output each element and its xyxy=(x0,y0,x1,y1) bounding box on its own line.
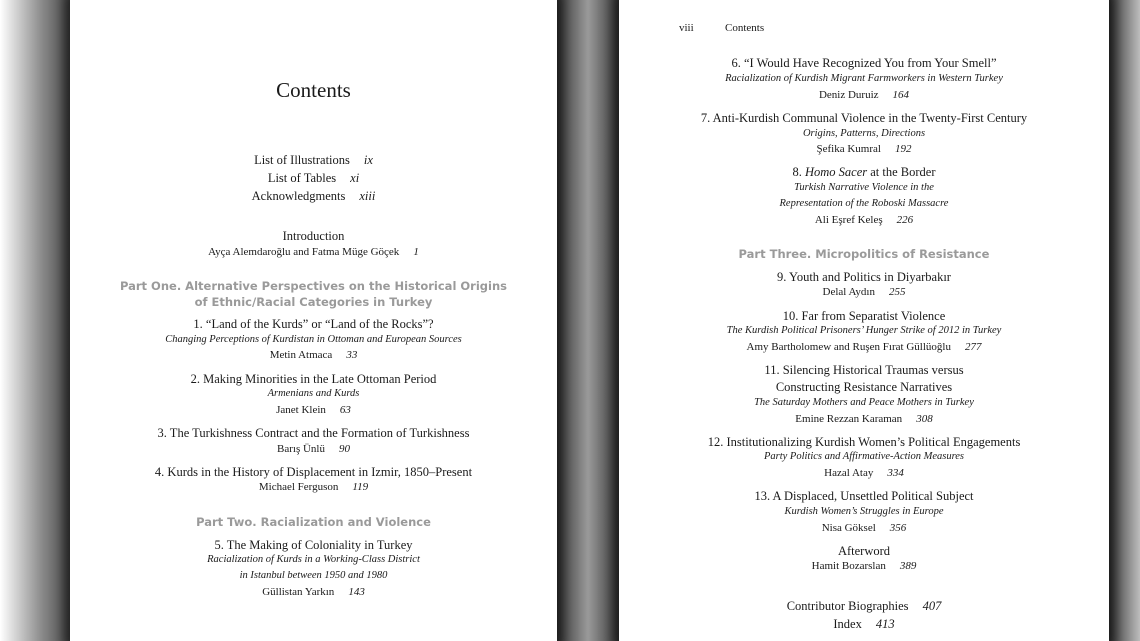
chapter-5-subtitle: Racialization of Kurds in a Working-Class District xyxy=(207,554,420,565)
toc-entry-introduction[interactable]: Introduction xyxy=(282,229,345,243)
chapter-2-author: Janet Klein 63 xyxy=(276,404,351,416)
right-page xyxy=(619,0,1109,641)
chapter-6-subtitle: Racialization of Kurdish Migrant Farmworkers in Western Turkey xyxy=(725,73,1003,84)
chapter-3-author: Barış Ünlü 90 xyxy=(277,443,350,455)
chapter-1-subtitle: Changing Perceptions of Kurdistan in Ottoman and European Sources xyxy=(165,334,462,345)
toc-entry-acknowledgments[interactable]: Acknowledgments xiii xyxy=(251,189,376,203)
toc-entry-chapter-5[interactable]: 5. The Making of Coloniality in Turkey xyxy=(214,538,413,552)
toc-entry-index[interactable]: Index 413 xyxy=(833,617,895,631)
toc-entry-illustrations[interactable]: List of Illustrations ix xyxy=(254,153,373,167)
chapter-13-author: Nisa Göksel 356 xyxy=(821,522,907,534)
chapter-5-subtitle-cont: in Istanbul between 1950 and 1980 xyxy=(239,570,388,581)
chapter-10-subtitle: The Kurdish Political Prisoners’ Hunger Strike of 2012 in Turkey xyxy=(726,325,1002,336)
chapter-8-subtitle: Turkish Narrative Violence in the xyxy=(794,182,934,193)
toc-entry-chapter-3[interactable]: 3. The Turkishness Contract and the Formation of Turkishness xyxy=(157,426,470,440)
toc-entry-chapter-7[interactable]: 7. Anti-Kurdish Communal Violence in the Twenty-First Century xyxy=(700,111,1028,125)
chapter-13-subtitle: Kurdish Women’s Struggles in Europe xyxy=(784,506,944,517)
toc-entry-chapter-6[interactable]: 6. “I Would Have Recognized You from Your Smell” xyxy=(731,56,997,70)
toc-entry-contributor-biographies[interactable]: Contributor Biographies 407 xyxy=(786,599,942,613)
part-two-heading: Part Two. Racialization and Violence xyxy=(196,515,431,529)
chapter-8-subtitle-cont: Representation of the Roboski Massacre xyxy=(779,198,949,209)
toc-entry-chapter-10[interactable]: 10. Far from Separatist Violence xyxy=(782,309,946,323)
toc-entry-tables[interactable]: List of Tables xi xyxy=(267,171,360,185)
page-title: Contents xyxy=(276,78,351,102)
chapter-11-author: Emine Rezzan Karaman 308 xyxy=(795,413,933,425)
part-one-heading-cont: of Ethnic/Racial Categories in Turkey xyxy=(194,295,433,309)
toc-entry-chapter-4[interactable]: 4. Kurds in the History of Displacement in Izmir, 1850–Present xyxy=(154,465,473,479)
chapter-11-title-cont: Constructing Resistance Narratives xyxy=(775,380,953,394)
afterword-author: Hamit Bozarslan 389 xyxy=(811,560,917,572)
chapter-12-subtitle: Party Politics and Affirmative-Action Measures xyxy=(763,451,965,462)
chapter-7-author: Şefika Kumral 192 xyxy=(816,143,912,155)
toc-entry-chapter-1[interactable]: 1. “Land of the Kurds” or “Land of the Rocks”? xyxy=(193,317,434,331)
chapter-12-author: Hazal Atay 334 xyxy=(824,467,904,479)
gutter-shadow xyxy=(557,0,619,641)
chapter-8-author: Ali Eşref Keleş 226 xyxy=(814,214,914,226)
part-three-heading: Part Three. Micropolitics of Resistance xyxy=(738,247,990,261)
chapter-10-author: Amy Bartholomew and Ruşen Fırat Güllüoğlu 277 xyxy=(746,341,982,353)
chapter-1-author: Metin Atmaca 33 xyxy=(269,349,358,361)
chapter-5-author: Güllistan Yarkın 143 xyxy=(262,586,365,598)
toc-entry-chapter-12[interactable]: 12. Institutionalizing Kurdish Women’s Political Engagements xyxy=(707,435,1021,449)
right-background-shadow xyxy=(1109,0,1140,641)
left-background-shadow xyxy=(0,0,70,641)
toc-entry-chapter-11[interactable]: 11. Silencing Historical Traumas versus xyxy=(764,363,964,377)
chapter-6-author: Deniz Duruiz 164 xyxy=(818,89,910,101)
toc-entry-chapter-13[interactable]: 13. A Displaced, Unsettled Political Subject xyxy=(754,489,974,503)
toc-entry-afterword[interactable]: Afterword xyxy=(837,544,891,558)
toc-entry-chapter-8[interactable]: 8. Homo Sacer at the Border xyxy=(792,165,936,179)
chapter-9-author: Delal Aydın 255 xyxy=(822,286,906,298)
chapter-11-subtitle: The Saturday Mothers and Peace Mothers in Turkey xyxy=(754,397,974,408)
page-number: viii xyxy=(679,22,694,34)
chapter-4-author: Michael Ferguson 119 xyxy=(258,481,369,493)
left-page xyxy=(70,0,557,641)
chapter-2-subtitle: Armenians and Kurds xyxy=(267,388,360,399)
introduction-authors: Ayça Alemdaroğlu and Fatma Müge Göçek 1 xyxy=(208,246,419,258)
part-one-heading: Part One. Alternative Perspectives on the Historical Origins xyxy=(120,279,507,293)
running-head: Contents xyxy=(725,22,765,34)
toc-entry-chapter-2[interactable]: 2. Making Minorities in the Late Ottoman Period xyxy=(190,372,437,386)
toc-entry-chapter-9[interactable]: 9. Youth and Politics in Diyarbakır xyxy=(777,270,951,284)
chapter-7-subtitle: Origins, Patterns, Directions xyxy=(802,128,926,139)
